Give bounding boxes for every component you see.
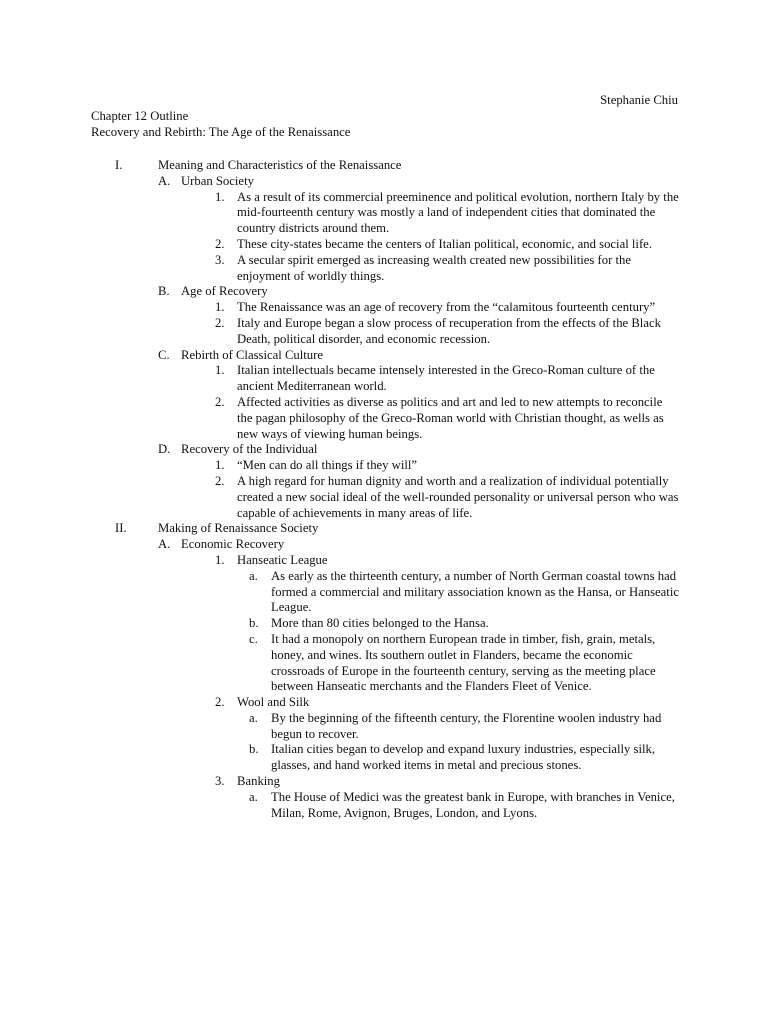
outline-subpoint-marker: c.: [249, 631, 258, 646]
outline-point-marker: 1.: [215, 189, 225, 204]
outline-point: [0, 458, 679, 474]
outline-subsection: [0, 537, 678, 553]
outline-section-marker: I.: [115, 158, 123, 172]
outline-point-text: Affected activities as diverse as politics and art and led to new attempts to reconcile the pagan philosophy of the Greco-Roman world with Christian thought, as wells as new ways of viewing human beings.: [237, 394, 664, 441]
outline-subsection-marker: C.: [158, 347, 170, 362]
outline-subpoint-marker: b.: [249, 742, 259, 757]
outline-point-text: Italy and Europe began a slow process of recuperation from the effects of the Black Death, political disorder, and economic recession.: [237, 315, 661, 346]
outline-point-text: Wool and Silk: [237, 695, 310, 710]
outline-section: [0, 158, 678, 174]
outline-point-text: Italian intellectuals became intensely interested in the Greco-Roman culture of the ancient Mediterranean world.: [237, 363, 655, 394]
outline-point: [0, 300, 679, 316]
outline-point: [0, 395, 679, 442]
outline-subpoint-marker: b.: [249, 616, 259, 631]
chapter-title: Chapter 12 Outline: [91, 109, 189, 123]
outline-point-text: Hanseatic League: [237, 552, 328, 567]
outline-subsection: [0, 348, 678, 364]
outline-subsection: [0, 174, 678, 190]
outline-point: [0, 695, 679, 711]
outline-subpoint-text: The House of Medici was the greatest bank in Europe, with branches in Venice, Milan, Rome, Avignon, Bruges, London, and Lyons.: [271, 789, 675, 820]
outline-point: [0, 237, 679, 253]
outline-point: [0, 253, 679, 285]
outline-subsection-marker: B.: [158, 284, 170, 299]
outline-point-text: These city-states became the centers of Italian political, economic, and social life.: [237, 236, 652, 251]
document-heading: [91, 109, 350, 141]
outline-point: [0, 363, 679, 395]
outline: [0, 158, 768, 821]
outline-point-text: Banking: [237, 774, 280, 789]
outline-subpoint: [0, 790, 689, 822]
outline-subpoint-text: More than 80 cities belonged to the Hansa.: [271, 616, 489, 631]
outline-point-text: A secular spirit emerged as increasing wealth created new possibilities for the enjoyment of worldly things.: [237, 252, 632, 283]
outline-point: [0, 474, 679, 521]
outline-subsection-marker: D.: [158, 442, 171, 457]
outline-subpoint-marker: a.: [249, 789, 258, 804]
outline-point-marker: 1.: [215, 363, 225, 378]
author-name: Stephanie Chiu: [600, 93, 678, 107]
outline-subpoint: [0, 616, 689, 632]
outline-point-text: A high regard for human dignity and worth and a realization of individual potentially created a new social ideal of the well-rounded personality or universal person who was capable of achievements in many areas of life.: [237, 473, 679, 520]
outline-subpoint-text: As early as the thirteenth century, a number of North German coastal towns had formed a commercial and military association known as the Hansa, or Hanseatic League.: [271, 568, 679, 615]
outline-subsection: [0, 284, 678, 300]
outline-section-marker: II.: [115, 521, 127, 536]
outline-subsection-marker: A.: [158, 537, 171, 552]
outline-subpoint: [0, 742, 689, 774]
outline-section-text: Making of Renaissance Society: [158, 521, 319, 536]
outline-point-marker: 2.: [215, 394, 225, 409]
outline-subpoint-text: By the beginning of the fifteenth century, the Florentine woolen industry had begun to recover.: [271, 710, 662, 741]
outline-subpoint: [0, 711, 689, 743]
outline-subsection-text: Recovery of the Individual: [181, 442, 318, 457]
outline-subpoint: [0, 632, 689, 695]
outline-point-marker: 3.: [215, 774, 225, 789]
outline-subsection-text: Urban Society: [181, 173, 254, 188]
outline-point-marker: 2.: [215, 695, 225, 710]
outline-subpoint-marker: a.: [249, 710, 258, 725]
outline-section-text: Meaning and Characteristics of the Renaissance: [158, 158, 402, 172]
outline-point-marker: 3.: [215, 252, 225, 267]
outline-point: [0, 774, 679, 790]
outline-point-text: As a result of its commercial preeminence and political evolution, northern Italy by the mid-fourteenth century was mostly a land of independent cities that dominated the country districts around them.: [237, 189, 679, 236]
outline-subpoint: [0, 569, 689, 616]
outline-point: [0, 190, 679, 237]
outline-point-marker: 2.: [215, 236, 225, 251]
outline-point-text: “Men can do all things if they will”: [237, 458, 418, 473]
outline-point: [0, 553, 679, 569]
outline-point-text: The Renaissance was an age of recovery from the “calamitous fourteenth century”: [237, 300, 656, 315]
outline-subsection-text: Economic Recovery: [181, 537, 285, 552]
outline-subsection-text: Age of Recovery: [181, 284, 268, 299]
outline-subpoint-text: Italian cities began to develop and expand luxury industries, especially silk, glasses, and hand worked items in metal and precious stones.: [271, 742, 656, 773]
outline-subsection-text: Rebirth of Classical Culture: [181, 347, 324, 362]
outline-subsection-marker: A.: [158, 173, 171, 188]
chapter-subtitle: Recovery and Rebirth: The Age of the Renaissance: [91, 124, 351, 139]
outline-point-marker: 2.: [215, 473, 225, 488]
outline-point-marker: 1.: [215, 552, 225, 567]
outline-subpoint-text: It had a monopoly on northern European trade in timber, fish, grain, metals, honey, and wines. Its southern outlet in Flanders, became the economic crossroads of Europe in the fourteenth century, serving as the meeting place between Hanseatic merchants and the Flanders Fleet of Venice.: [271, 631, 656, 694]
outline-section: [0, 521, 678, 537]
outline-subsection: [0, 442, 678, 458]
outline-subpoint-marker: a.: [249, 568, 258, 583]
outline-point-marker: 1.: [215, 300, 225, 315]
outline-point: [0, 316, 679, 348]
outline-point-marker: 2.: [215, 315, 225, 330]
outline-point-marker: 1.: [215, 458, 225, 473]
